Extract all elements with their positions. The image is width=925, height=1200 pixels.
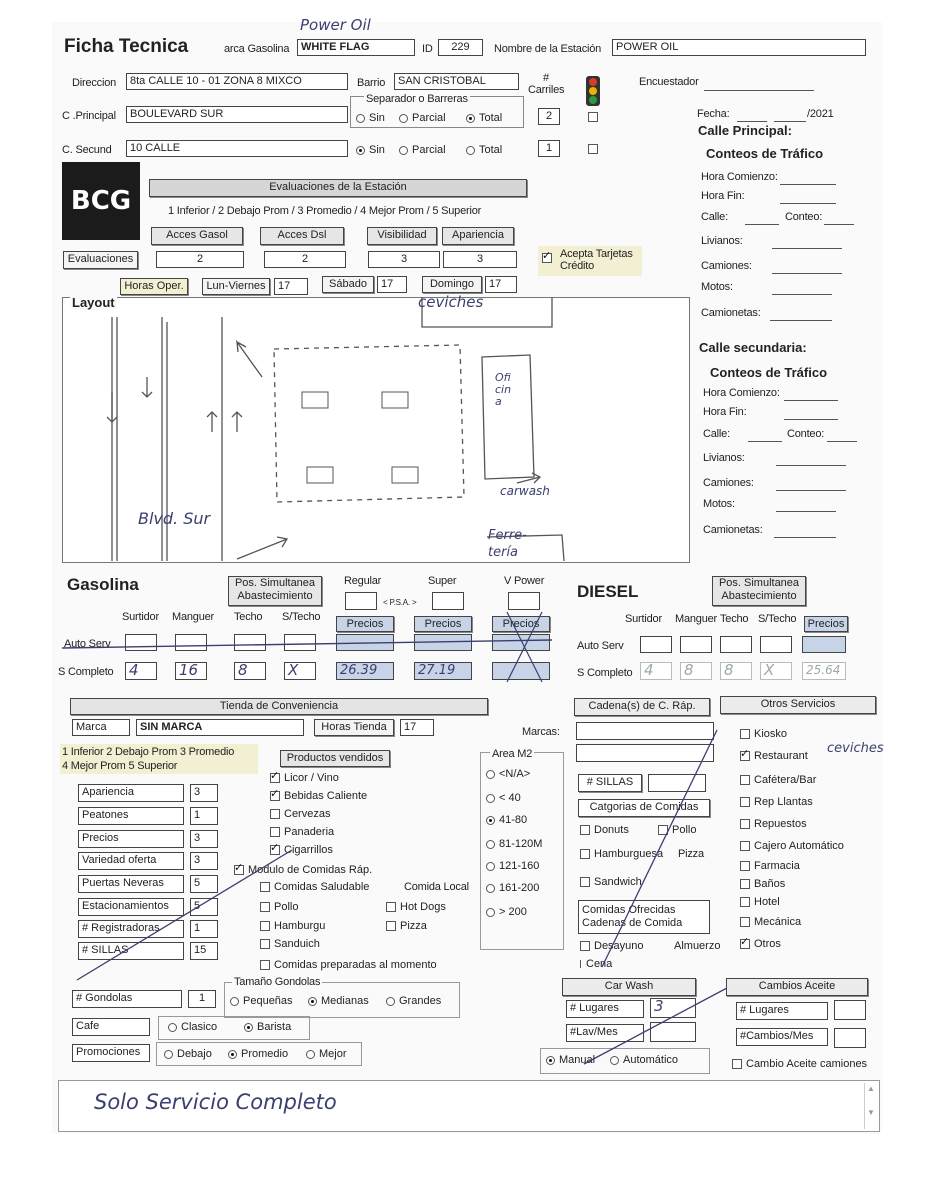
comida-sanduich[interactable]: Sanduich <box>260 938 320 950</box>
encuestador-label: Encuestador <box>639 76 699 88</box>
horas-oper-label: Horas Oper. <box>120 278 188 295</box>
modulo-comidas[interactable]: ✓Modulo de Comidas Ráp. <box>234 864 372 876</box>
checkbox[interactable] <box>740 841 750 851</box>
camionetas-2-line[interactable] <box>774 537 836 538</box>
pizza-tienda[interactable]: Pizza <box>386 920 427 932</box>
categorias-label: Catgorias de Comidas <box>578 799 710 817</box>
camionetas-1: Camionetas: <box>701 307 761 319</box>
area-option[interactable] <box>486 882 539 894</box>
gas-col-manguer: Manguer <box>172 611 215 623</box>
producto-label: Cigarrillos <box>284 844 333 856</box>
conteos-title-1: Conteos de Tráfico <box>706 146 824 161</box>
direccion-label: Direccion <box>72 77 117 89</box>
nombre-label: Nombre de la Estación <box>494 43 602 55</box>
otro-servicio-item[interactable] <box>740 916 801 928</box>
restaurant-note: ceviches <box>827 741 884 756</box>
dsl-surtidor-value[interactable]: 4 <box>640 662 672 680</box>
otro-servicio-label: Cajero Automático <box>754 840 844 852</box>
area-option[interactable] <box>486 906 527 918</box>
visibilidad-label: Visibilidad <box>367 227 437 245</box>
checkbox[interactable] <box>270 827 280 837</box>
gas-techo-value[interactable]: 8 <box>234 662 266 680</box>
acces-gasol-label: Acces Gasol <box>151 227 243 245</box>
area-label: > 200 <box>499 906 527 918</box>
regular-label: Regular <box>344 575 382 587</box>
lun-viernes-value[interactable]: 17 <box>274 278 308 295</box>
tienda-marca-value[interactable]: SIN MARCA <box>136 719 304 736</box>
precio-regular-label: Precios <box>336 616 394 632</box>
gas-s-completo: S Completo <box>58 666 114 678</box>
camiones-1-line[interactable] <box>772 273 842 274</box>
carwash-manual[interactable]: Manual <box>546 1054 595 1066</box>
conteos-title-2: Conteos de Tráfico <box>710 365 828 380</box>
area-label: < 40 <box>499 792 521 804</box>
camionetas-1-line[interactable] <box>770 320 832 321</box>
area-option[interactable] <box>486 860 539 872</box>
conteo-2-line[interactable] <box>827 441 857 442</box>
producto-label: Bebidas Caliente <box>284 790 368 802</box>
pos-sim-diesel: Pos. Simultanea Abastecimiento <box>712 576 806 606</box>
promo-promedio[interactable]: Promedio <box>228 1048 288 1060</box>
dsl-col-manguer: Manguer <box>675 613 718 625</box>
radio[interactable] <box>486 770 495 779</box>
dsl-col-stecho: S/Techo <box>758 613 797 625</box>
marca-handwritten: Power Oil <box>300 16 371 34</box>
otro-servicio-item[interactable] <box>740 774 816 786</box>
calle-1-line[interactable] <box>745 224 779 225</box>
cadena-sillas-label: # SILLAS <box>578 774 642 792</box>
gas-precio-regular[interactable]: 26.39 <box>336 662 394 680</box>
otro-servicio-item[interactable] <box>740 860 800 872</box>
rating-value[interactable]: 1 <box>190 920 218 938</box>
hora-comienzo-1-line[interactable] <box>780 184 836 185</box>
meal-almuerzo[interactable]: Almuerzo <box>674 940 721 952</box>
otro-servicio-label: Kiosko <box>754 728 788 740</box>
dsl-s-completo: S Completo <box>577 667 633 679</box>
id-field[interactable]: 229 <box>438 39 483 56</box>
area-label: 161-200 <box>499 882 540 894</box>
otro-servicio-item[interactable] <box>740 938 781 950</box>
carriles-label: # Carriles <box>528 72 565 96</box>
camionetas-2: Camionetas: <box>703 524 763 536</box>
otro-servicio-label: Repuestos <box>754 818 807 830</box>
motos-2-line[interactable] <box>776 511 836 512</box>
principal-carriles-field[interactable]: 2 <box>538 108 560 125</box>
area-label: <N/A> <box>499 768 531 780</box>
comida-local-label: Comida Local <box>404 881 469 893</box>
otro-servicio-label: Baños <box>754 878 786 890</box>
rating-value[interactable]: 15 <box>190 942 218 960</box>
pos-sim-gasolina: Pos. Simultanea Abastecimiento <box>228 576 322 606</box>
domingo-label: Domingo <box>422 276 482 293</box>
calle-2-line[interactable] <box>748 441 782 442</box>
gas-auto-serv: Auto Serv <box>64 638 111 650</box>
hora-comienzo-2-line[interactable] <box>784 400 838 401</box>
calle-2: Calle: <box>703 428 730 440</box>
radio[interactable] <box>486 840 495 849</box>
otro-servicio-label: Restaurant <box>754 750 808 762</box>
cafe-label: Cafe <box>72 1018 150 1036</box>
gas-col-stecho: S/Techo <box>282 611 321 623</box>
secund-field[interactable]: 10 CALLE <box>126 140 348 157</box>
checkbox[interactable] <box>740 879 750 889</box>
carwash-lugares-label: # Lugares <box>566 1000 644 1018</box>
conteo-2: Conteo: <box>787 428 825 440</box>
motos-2: Motos: <box>703 498 735 510</box>
producto-item[interactable] <box>270 790 367 802</box>
cat-hamburguesa[interactable]: Hamburguesa <box>580 848 663 860</box>
producto-item[interactable] <box>270 772 339 784</box>
sketch-oficina: Oficina <box>495 371 512 408</box>
otros-title: Otros Servicios <box>720 696 876 714</box>
evaluaciones-label: Evaluaciones <box>63 251 138 269</box>
checkbox[interactable] <box>270 791 280 801</box>
visibilidad-value[interactable]: 3 <box>368 251 440 268</box>
promociones-label: Promociones <box>72 1044 150 1062</box>
gas-surtidor-value[interactable]: 4 <box>125 662 157 680</box>
otro-servicio-item[interactable] <box>740 750 808 762</box>
gas-manguer-value[interactable]: 16 <box>175 662 207 680</box>
principal-sep-parcial[interactable]: Parcial <box>399 112 446 124</box>
otro-servicio-label: Rep Llantas <box>754 796 813 808</box>
acces-dsl-label: Acces Dsl <box>260 227 344 245</box>
carwash-automatico[interactable]: Automático <box>610 1054 678 1066</box>
form-sheet <box>52 16 884 1134</box>
sketch-cevichies: ceviches <box>418 293 484 311</box>
secund-sep-total[interactable]: Total <box>466 144 502 156</box>
dsl-manguer-value[interactable]: 8 <box>680 662 712 680</box>
cat-pollo[interactable]: Pollo <box>658 824 696 836</box>
promo-debajo[interactable]: Debajo <box>164 1048 212 1060</box>
rating-value[interactable]: 1 <box>190 807 218 825</box>
horas-tienda-value[interactable]: 17 <box>400 719 434 736</box>
cadenas-cross-line <box>572 722 732 972</box>
producto-label: Licor / Vino <box>284 772 339 784</box>
checkbox[interactable] <box>740 729 750 739</box>
sabado-label: Sábado <box>322 276 374 293</box>
producto-item[interactable] <box>270 826 334 838</box>
principal-check[interactable] <box>588 109 602 123</box>
conteo-1: Conteo: <box>785 211 823 223</box>
tamano-pequenas[interactable]: Pequeñas <box>230 995 293 1007</box>
checkbox[interactable] <box>740 775 750 785</box>
otro-servicio-item[interactable] <box>740 896 780 908</box>
checkbox[interactable] <box>740 797 750 807</box>
rating-label: # SILLAS <box>78 942 184 960</box>
nombre-field[interactable]: POWER OIL <box>612 39 866 56</box>
camiones-2: Camiones: <box>703 477 754 489</box>
secund-carriles-field[interactable]: 1 <box>538 140 560 157</box>
carwash-title: Car Wash <box>562 978 696 996</box>
area-title: Area M2 <box>492 748 533 760</box>
producto-item[interactable] <box>270 808 330 820</box>
dsl-techo-value[interactable]: 8 <box>720 662 752 680</box>
layout-title: Layout <box>72 295 115 310</box>
sketch-ferreteria: Ferre- tería <box>488 528 527 560</box>
area-group <box>480 752 564 950</box>
livianos-2-line[interactable] <box>776 465 846 466</box>
tienda-title: Tienda de Conveniencia <box>70 698 488 715</box>
area-option[interactable] <box>486 814 527 826</box>
area-label: 41-80 <box>499 814 528 826</box>
barrio-field[interactable]: SAN CRISTOBAL <box>394 73 519 90</box>
otro-servicio-item[interactable] <box>740 818 807 830</box>
cafe-barista[interactable]: Barista <box>244 1021 291 1033</box>
calle-principal-title: Calle Principal: <box>698 123 792 138</box>
marcas-label: Marcas: <box>522 726 560 738</box>
comida-pollo[interactable]: Pollo <box>260 901 298 913</box>
radio[interactable] <box>486 794 495 803</box>
cat-donuts[interactable]: Donuts <box>580 824 629 836</box>
cambios-lugares-value[interactable] <box>834 1000 866 1020</box>
hora-fin-1: Hora Fin: <box>701 190 745 202</box>
secund-sep-sin[interactable]: Sin <box>356 144 385 156</box>
principal-field[interactable]: BOULEVARD SUR <box>126 106 348 123</box>
checkbox[interactable] <box>740 897 750 907</box>
area-label: 121-160 <box>499 860 540 872</box>
encuestador-line[interactable] <box>704 90 814 91</box>
dsl-auto-techo[interactable] <box>720 636 752 653</box>
principal-label: C .Principal <box>62 110 116 122</box>
area-option[interactable] <box>486 768 530 780</box>
gasolina-title: Gasolina <box>67 575 139 594</box>
cadenas-title: Cadena(s) de C. Ráp. <box>574 698 710 716</box>
area-option[interactable] <box>486 838 542 850</box>
gondolas-label: # Gondolas <box>72 990 182 1008</box>
dsl-auto-manguer[interactable] <box>680 636 712 653</box>
otro-servicio-label: Mecánica <box>754 916 802 928</box>
barrio-label: Barrio <box>357 77 386 89</box>
productos-title: Productos vendidos <box>280 750 390 767</box>
producto-label: Panaderia <box>284 826 335 838</box>
dsl-precio-value[interactable]: 25.64 <box>802 662 846 680</box>
comida-hamburgu[interactable]: Hamburgu <box>260 920 325 932</box>
gas-col-techo: Techo <box>234 611 263 623</box>
conteo-1-line[interactable] <box>824 224 854 225</box>
acces-dsl-value[interactable]: 2 <box>264 251 346 268</box>
carwash-lavmes-label: #Lav/Mes <box>566 1024 644 1042</box>
apariencia-label: Apariencia <box>442 227 514 245</box>
secund-sep-parcial[interactable]: Parcial <box>399 144 446 156</box>
evaluaciones-title: Evaluaciones de la Estación <box>149 179 527 197</box>
tamano-medianas[interactable]: Medianas <box>308 995 369 1007</box>
dsl-auto-stecho[interactable] <box>760 636 792 653</box>
hora-fin-2-line[interactable] <box>784 419 838 420</box>
livianos-1: Livianos: <box>701 235 743 247</box>
separador-label: Separador o Barreras <box>366 93 468 105</box>
super-label: Super <box>428 575 457 587</box>
checkbox[interactable] <box>270 773 280 783</box>
direccion-field[interactable]: 8ta CALLE 10 - 01 ZONA 8 MIXCO <box>126 73 348 90</box>
form-title: Ficha Tecnica <box>64 36 189 57</box>
hora-comienzo-2: Hora Comienzo: <box>703 387 780 399</box>
rating-label: Apariencia <box>78 784 184 802</box>
rating-label: Puertas Neveras <box>78 875 184 893</box>
comida-saludable[interactable]: Comidas Saludable <box>260 881 369 893</box>
secund-check[interactable] <box>588 141 602 155</box>
cambios-lugares-label: # Lugares <box>736 1002 828 1020</box>
domingo-value[interactable]: 17 <box>485 276 517 293</box>
comida-preparadas[interactable]: Comidas preparadas al momento <box>260 959 437 971</box>
notes-text: Solo Servicio Completo <box>94 1090 337 1114</box>
dsl-auto-precio[interactable] <box>802 636 846 653</box>
dsl-col-techo: Techo <box>720 613 749 625</box>
acces-gasol-value[interactable]: 2 <box>156 251 244 268</box>
dsl-stecho-value[interactable]: X <box>760 662 792 680</box>
rating-value[interactable]: 3 <box>190 784 218 802</box>
evaluaciones-scale: 1 Inferior / 2 Debajo Prom / 3 Promedio / 4 Mejor Prom / 5 Superior <box>168 205 482 217</box>
meal-desayuno[interactable]: Desayuno <box>580 940 644 952</box>
principal-sep-sin[interactable]: Sin <box>356 112 385 124</box>
otro-servicio-label: Hotel <box>754 896 780 908</box>
motos-1-line[interactable] <box>772 294 832 295</box>
calle-1: Calle: <box>701 211 728 223</box>
marca-field[interactable]: WHITE FLAG <box>297 39 415 56</box>
checkbox[interactable] <box>740 917 750 927</box>
gondolas-value[interactable]: 1 <box>188 990 216 1008</box>
radio[interactable] <box>486 884 495 893</box>
rating-value[interactable]: 3 <box>190 830 218 848</box>
comidas-ofrecidas-label: Comidas Ofrecidas Cadenas de Comida <box>578 900 710 934</box>
camiones-2-line[interactable] <box>776 490 846 491</box>
carwash-cross-line <box>572 972 752 1072</box>
traffic-light-icon <box>586 76 600 106</box>
lun-viernes-label: Lun-Viernes <box>202 278 270 295</box>
checkbox[interactable] <box>740 819 750 829</box>
fecha-year: /2021 <box>807 108 834 120</box>
otro-servicio-item[interactable] <box>740 728 787 740</box>
dsl-col-surtidor: Surtidor <box>625 613 662 625</box>
meal-cena[interactable]: Cena <box>580 958 612 970</box>
otro-servicio-label: Otros <box>754 938 781 950</box>
livianos-2: Livianos: <box>703 452 745 464</box>
producto-label: Cervezas <box>284 808 331 820</box>
tamano-grandes[interactable]: Grandes <box>386 995 441 1007</box>
rating-value[interactable]: 5 <box>190 898 218 916</box>
checkbox[interactable] <box>740 861 750 871</box>
gas-precio-super[interactable]: 27.19 <box>414 662 472 680</box>
tienda-marca-label: Marca <box>72 719 130 736</box>
radio[interactable] <box>486 862 495 871</box>
checkbox[interactable] <box>740 751 750 761</box>
rating-label: Peatones <box>78 807 184 825</box>
area-label: 81-120M <box>499 838 543 850</box>
horas-tienda-label: Horas Tienda <box>314 719 394 736</box>
cambios-title: Cambios Aceite <box>726 978 868 996</box>
principal-sep-total[interactable]: Total <box>466 112 502 124</box>
rating-label: Precios <box>78 830 184 848</box>
checkbox[interactable] <box>270 809 280 819</box>
otro-servicio-label: Cafétera/Bar <box>754 774 817 786</box>
otro-servicio-item[interactable] <box>740 878 785 890</box>
otro-servicio-item[interactable] <box>740 840 844 852</box>
promo-mejor[interactable]: Mejor <box>306 1048 347 1060</box>
dsl-auto-surtidor[interactable] <box>640 636 672 653</box>
radio[interactable] <box>486 908 495 917</box>
rating-value[interactable]: 3 <box>190 852 218 870</box>
apariencia-value[interactable]: 3 <box>443 251 517 268</box>
sketch-blvd: Blvd. Sur <box>138 509 211 528</box>
livianos-1-line[interactable] <box>772 248 842 249</box>
secund-label: C. Secund <box>62 144 112 156</box>
rating-label: # Registradoras <box>78 920 184 938</box>
cat-pizza: Pizza <box>678 848 704 860</box>
hora-comienzo-1: Hora Comienzo: <box>701 171 778 183</box>
fecha-day-line[interactable] <box>737 121 767 122</box>
tamano-title: Tamaño Gondolas <box>234 976 321 988</box>
precio-vpower-label: Precios <box>492 616 550 632</box>
bcg-logo: BCG <box>62 162 140 240</box>
motos-1: Motos: <box>701 281 733 293</box>
cambios-mes-label: #Cambios/Mes <box>736 1028 828 1046</box>
id-label: ID <box>422 43 433 55</box>
gas-cross-lines <box>52 582 572 692</box>
diesel-title: DIESEL <box>577 582 639 601</box>
rating-label: Variedad oferta <box>78 852 184 870</box>
psa-label: < P.S.A. > <box>383 598 417 607</box>
sabado-value[interactable]: 17 <box>377 276 407 293</box>
rating-value[interactable]: 5 <box>190 875 218 893</box>
cat-sandwich[interactable]: Sandwich <box>580 876 642 888</box>
fecha-label: Fecha: <box>697 108 730 120</box>
area-option[interactable] <box>486 792 521 804</box>
sketch-carwash: carwash <box>500 484 550 498</box>
otro-servicio-item[interactable] <box>740 796 813 808</box>
checkbox[interactable] <box>740 939 750 949</box>
cambio-aceite-camiones[interactable]: Cambio Aceite camiones <box>732 1058 867 1070</box>
fecha-month-line[interactable] <box>774 121 806 122</box>
gas-col-surtidor: Surtidor <box>122 611 159 623</box>
camiones-1: Camiones: <box>701 260 752 272</box>
hora-fin-2: Hora Fin: <box>703 406 747 418</box>
carwash-lugares-value[interactable]: 3 <box>650 998 696 1018</box>
radio[interactable] <box>486 816 495 825</box>
calle-secundaria-title: Calle secundaria: <box>699 340 807 355</box>
tienda-cross-line <box>52 842 352 992</box>
dsl-auto-serv: Auto Serv <box>577 640 624 652</box>
vpower-label: V Power <box>504 575 545 587</box>
cafe-clasico[interactable]: Clasico <box>168 1021 217 1033</box>
tarjetas-group[interactable]: ✓ Acepta Tarjetas Crédito <box>538 246 642 276</box>
otro-servicio-label: Farmacia <box>754 860 800 872</box>
precio-super-label: Precios <box>414 616 472 632</box>
hot-dogs[interactable]: Hot Dogs <box>386 901 446 913</box>
hora-fin-1-line[interactable] <box>780 203 836 204</box>
rating-label: Estacionamientos <box>78 898 184 916</box>
notes-scrollbar[interactable]: ▲ ▼ <box>864 1083 877 1129</box>
marca-label: arca Gasolina <box>224 43 290 55</box>
precio-diesel-label: Precios <box>804 616 848 632</box>
cambios-mes-value[interactable] <box>834 1028 866 1048</box>
gas-stecho-value[interactable]: X <box>284 662 316 680</box>
tienda-scale: 1 Inferior 2 Debajo Prom 3 Promedio 4 Mejor Prom 5 Superior <box>60 744 258 774</box>
